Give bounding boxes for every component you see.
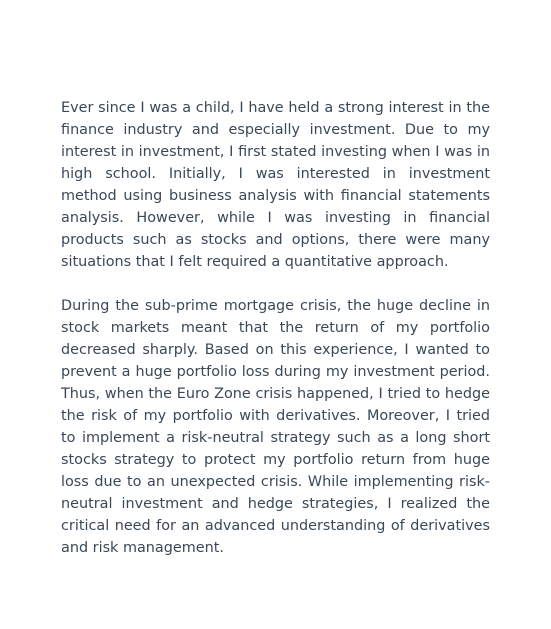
essay-body [61,97,490,559]
paragraph-2: During the sub-prime mortgage crisis, the huge decline in stock markets meant that the return of my portfolio decreased sharply. Based on this experience, I wanted to prevent a huge portfolio loss during my investment period. Thus, when the Euro Zone crisis happened, I tried to hedge the risk of my portfolio with derivatives. Moreover, I tried to implement a risk-neutral strategy such as a long short stocks strategy to protect my portfolio return from huge loss due to an unexpected crisis. While implementing risk-neutral investment and hedge strategies, I realized the critical need for an advanced understanding of derivatives and risk management. [61,298,490,556]
paragraph-1: Ever since I was a child, I have held a strong interest in the finance industry and especially investment. Due to my interest in investment, I first stated investing when I was in high school. Initially, I was interested in investment method using business analysis with financial statements analysis. However, while I was investing in financial products such as stocks and options, there were many situations that I felt required a quantitative approach. [61,100,490,270]
